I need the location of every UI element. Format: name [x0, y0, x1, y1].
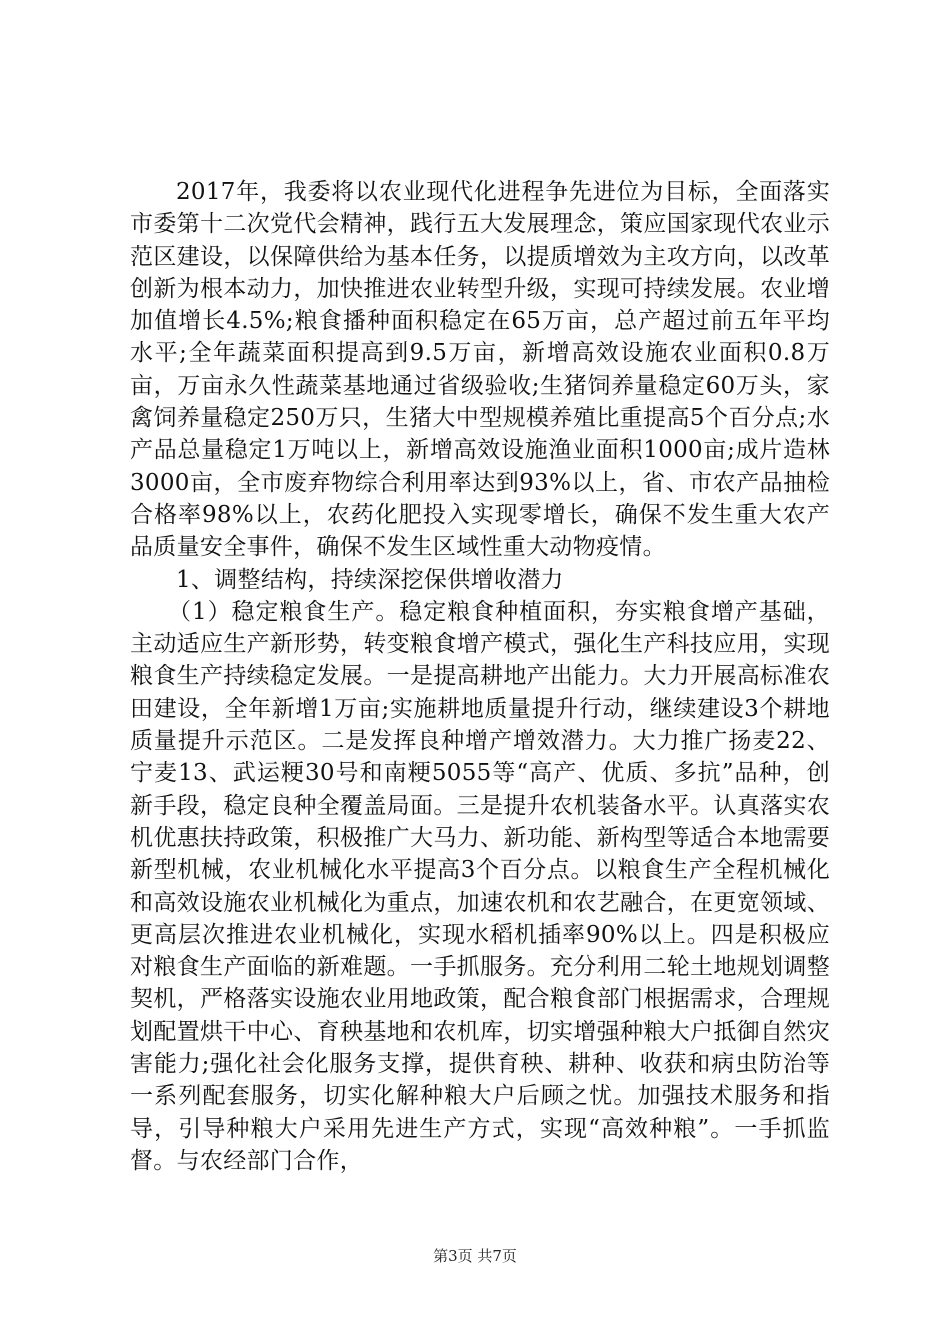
intro-paragraph: 2017年，我委将以农业现代化进程争先进位为目标，全面落实市委第十二次党代会精神，践行五大发展理念，策应国家现代农业示范区建设，以保障供给为基本任务，以提质增效为主攻方向，以改革创新为根本动力，加快推进农业转型升级，实现可持续发展。农业增加值增长4.5%;粮食播种面积稳定在65万亩，总产超过前五年平均水平;全年蔬菜面积提高到9.5万亩，新增高效设施农业面积0.8万亩，万亩永久性蔬菜基地通过省级验收;生猪饲养量稳定60万头，家禽饲养量稳定250万只，生猪大中型规模养殖比重提高5个百分点;水产品总量稳定1万吨以上，新增高效设施渔业面积1000亩;成片造林3000亩，全市废弃物综合利用率达到93%以上，省、市农产品抽检合格率98%以上，农药化肥投入实现零增长，确保不发生重大农产品质量安全事件，确保不发生区域性重大动物疫情。 — [130, 179, 830, 561]
page-number-footer: 第3页 共7页 — [433, 1247, 517, 1265]
section-paragraph: （1）稳定粮食生产。稳定粮食种植面积，夯实粮食增产基础，主动适应生产新形势，转变粮食增产模式，强化生产科技应用，实现粮食生产持续稳定发展。一是提高耕地产出能力。大力开展高标准农田建设，全年新增1万亩;实施耕地质量提升行动，继续建设3个耕地质量提升示范区。二是发挥良种增产增效潜力。大力推广扬麦22、宁麦13、武运粳30号和南粳5055等“高产、优质、多抗”品种，创新手段，稳定良种全覆盖局面。三是提升农机装备水平。认真落实农机优惠扶持政策，积极推广大马力、新功能、新构型等适合本地需要新型机械，农业机械化水平提高3个百分点。以粮食生产全程机械化和高效设施农业机械化为重点，加速农机和农艺融合，在更宽领域、更高层次推进农业机械化，实现水稻机插率90%以上。四是积极应对粮食生产面临的新难题。一手抓服务。充分利用二轮土地规划调整契机，严格落实设施农业用地政策，配合粮食部门根据需求，合理规划配置烘干中心、育秧基地和农机库，切实增强种粮大户抵御自然灾害能力;强化社会化服务支撑，提供育秧、耕种、收获和病虫防治等一系列配套服务，切实化解种粮大户后顾之忧。加强技术服务和指导，引导种粮大户采用先进生产方式，实现“高效种粮”。一手抓监督。与农经部门合作， — [130, 598, 830, 1174]
document-body — [130, 176, 830, 1177]
section-heading: 1、调整结构，持续深挖保供增收潜力 — [176, 566, 564, 593]
